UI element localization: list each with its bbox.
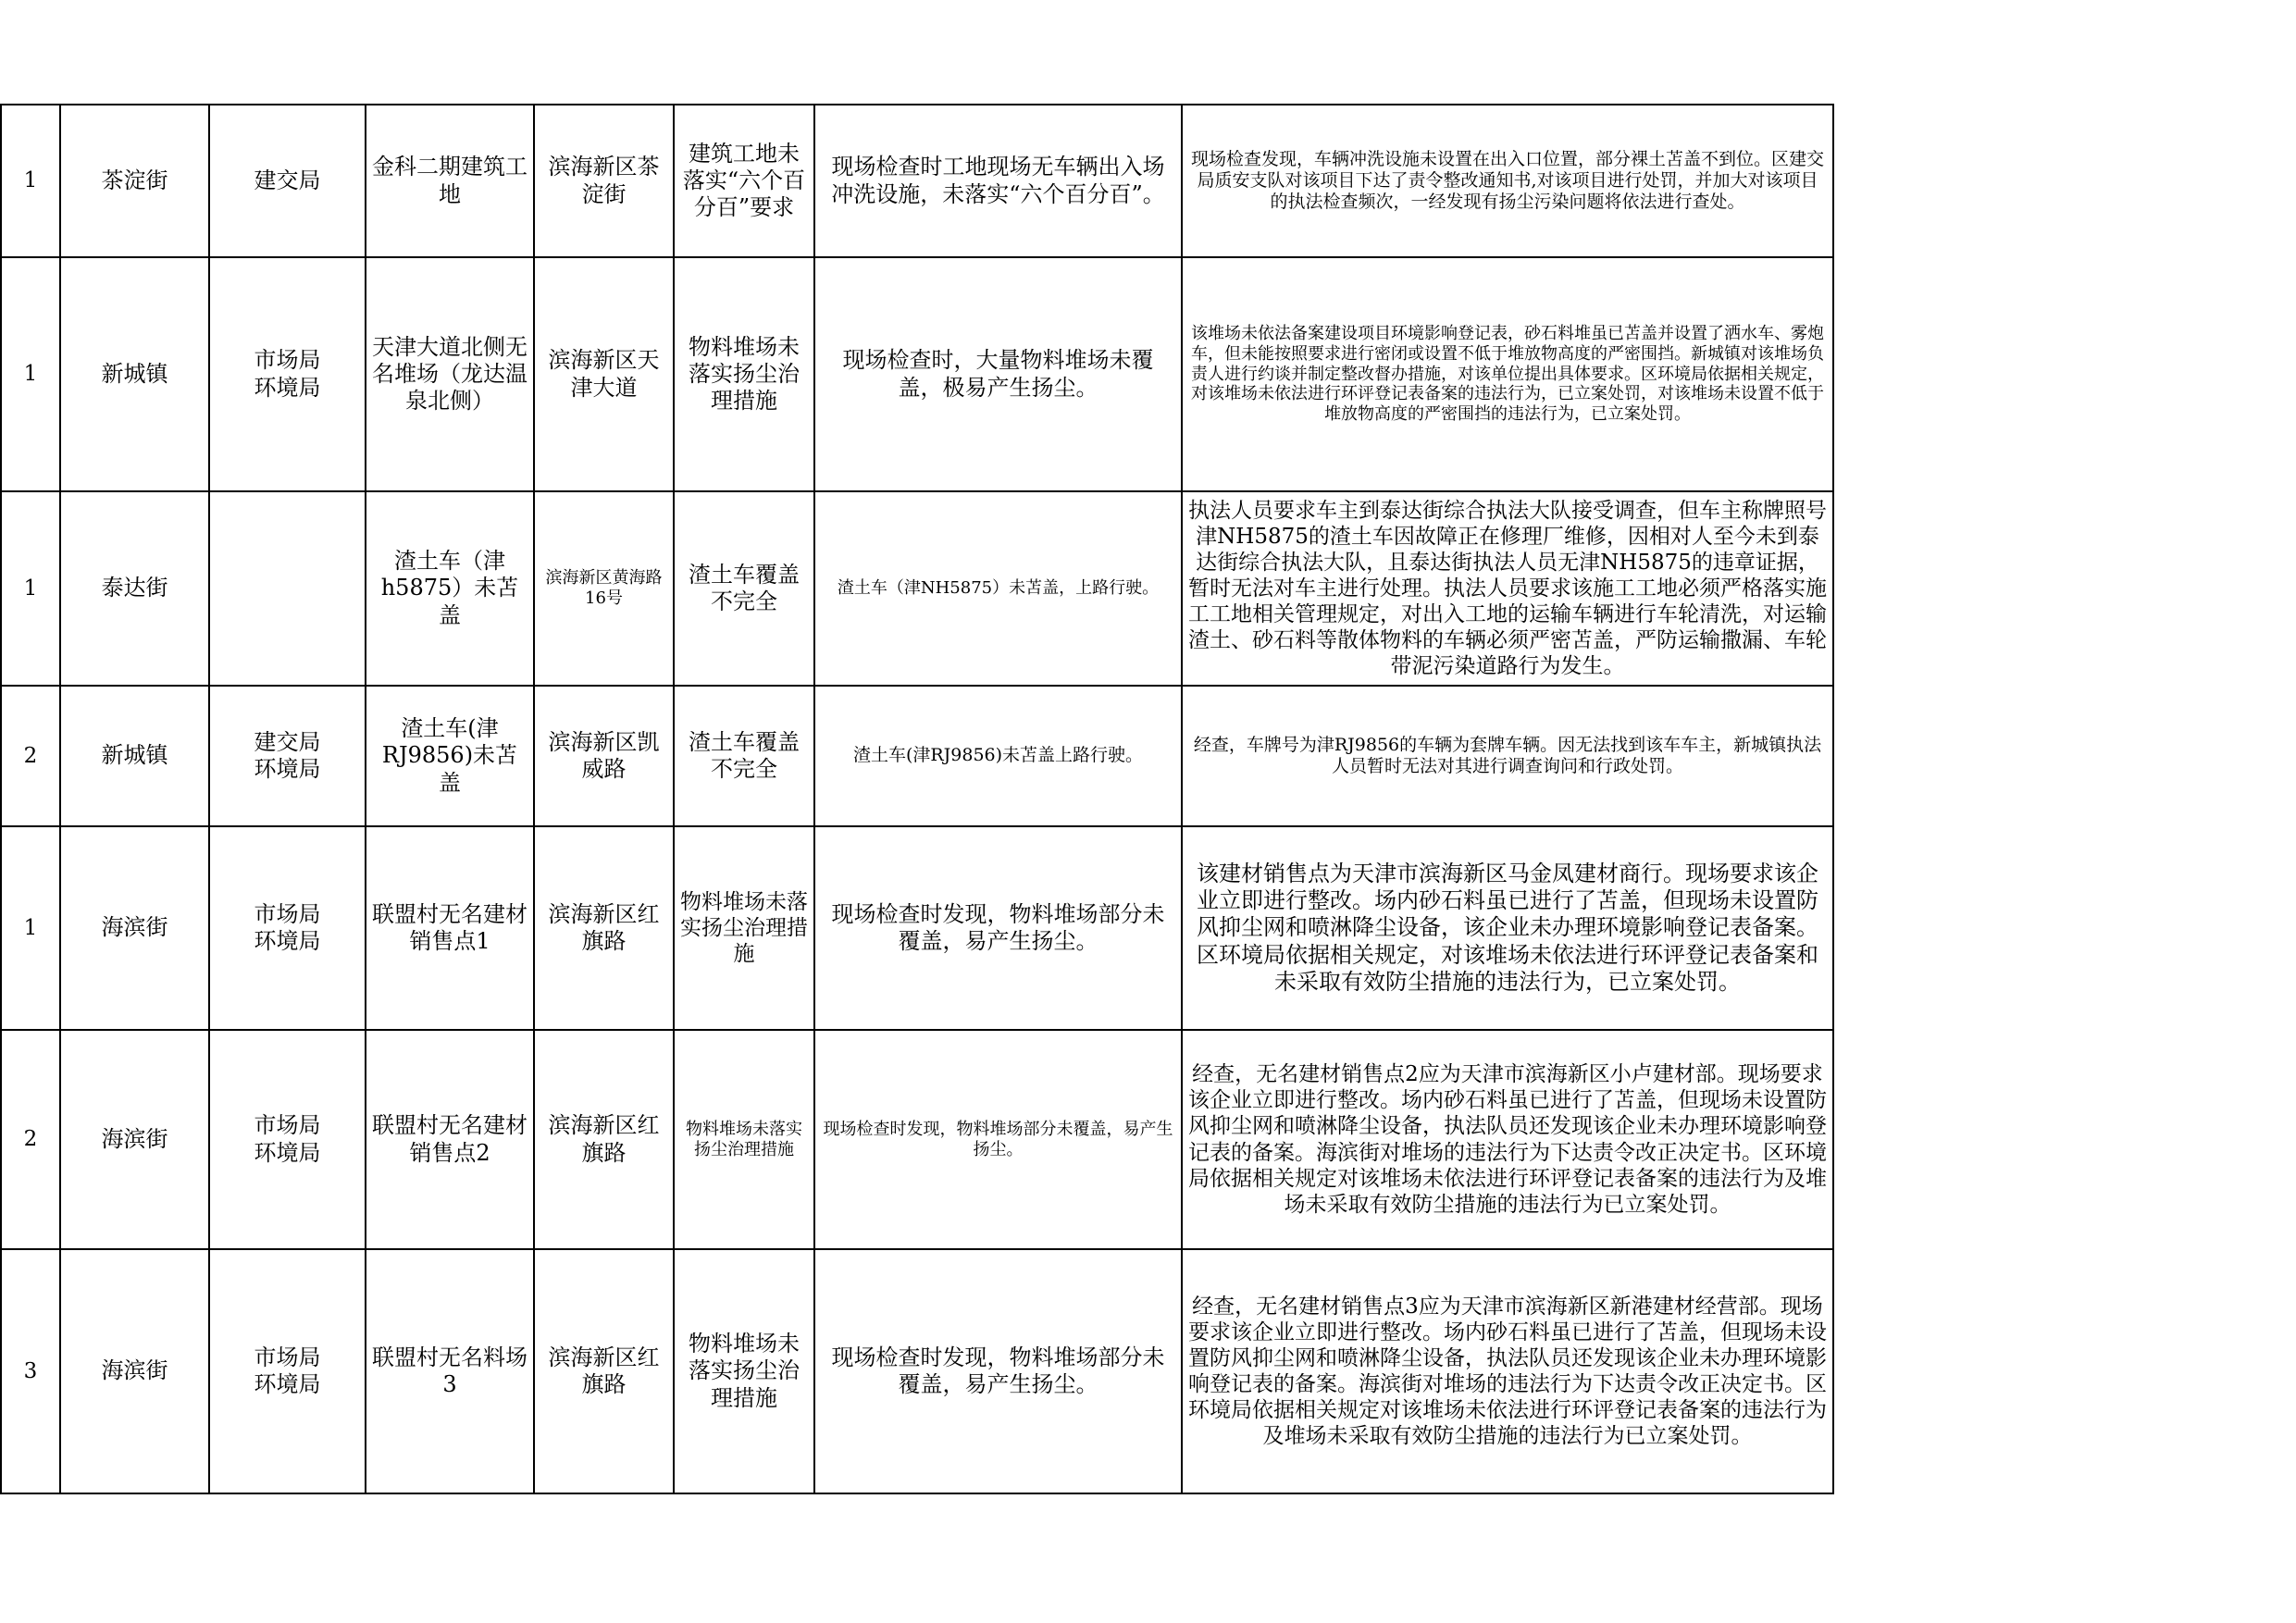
result-cell: 经查，无名建材销售点3应为天津市滨海新区新港建材经营部。现场要求该企业立即进行整改。场内砂石料虽已进行了苫盖，但现场未设置防风抑尘网和喷淋降尘设备，执法队员还发现该企业未办理环境影响登记表的备案。海滨街对堆场的违法行为下达责令改正决定书。区环境局依据相关规定对该堆场未依法进行环评登记表备案的违法行为及堆场未采取有效防尘措施的违法行为已立案处罚。 bbox=[1182, 1249, 1833, 1493]
location-cell: 滨海新区黄海路16号 bbox=[534, 491, 674, 686]
agency-name: 市场局 bbox=[254, 347, 321, 374]
location-cell: 滨海新区红旗路 bbox=[534, 1030, 674, 1249]
result-cell: 执法人员要求车主到泰达街综合执法大队接受调查，但车主称牌照号津NH5875的渣土车因故障正在修理厂维修，因相对人至今未到泰达街综合执法大队，且泰达街执法人员无津NH5875的违章证据，暂时无法对车主进行处理。执法人员要求该施工工地必须严格落实施工工地相关管理规定，对出入工地的运输车辆进行车轮清洗，对运输渣土、砂石料等散体物料的车辆必须严密苫盖，严防运输撒漏、车轮带泥污染道路行为发生。 bbox=[1182, 491, 1833, 686]
table-row bbox=[1, 105, 1833, 257]
agency-name: 环境局 bbox=[254, 1371, 321, 1397]
site-cell: 天津大道北侧无名堆场（龙达温泉北侧） bbox=[366, 257, 534, 491]
location-cell: 滨海新区茶淀街 bbox=[534, 105, 674, 257]
agency-name: 市场局 bbox=[254, 1112, 321, 1139]
problem-cell: 物料堆场未落实扬尘治理措施 bbox=[674, 1030, 814, 1249]
town-cell: 新城镇 bbox=[60, 257, 209, 491]
table-row bbox=[1, 826, 1833, 1030]
town-cell: 茶淀街 bbox=[60, 105, 209, 257]
site-cell: 联盟村无名建材销售点1 bbox=[366, 826, 534, 1030]
row-number: 2 bbox=[1, 1030, 60, 1249]
problem-cell: 建筑工地未落实“六个百分百”要求 bbox=[674, 105, 814, 257]
row-number: 1 bbox=[1, 105, 60, 257]
agency-name: 环境局 bbox=[254, 374, 321, 401]
result-cell: 经查，车牌号为津RJ9856的车辆为套牌车辆。因无法找到该车车主，新城镇执法人员暂时无法对其进行调查询问和行政处罚。 bbox=[1182, 686, 1833, 826]
finding-cell: 现场检查时工地现场无车辆出入场冲洗设施，未落实“六个百分百”。 bbox=[814, 105, 1182, 257]
row-number: 1 bbox=[1, 257, 60, 491]
finding-cell: 现场检查时，大量物料堆场未覆盖，极易产生扬尘。 bbox=[814, 257, 1182, 491]
problem-cell: 渣土车覆盖不完全 bbox=[674, 491, 814, 686]
finding-cell: 现场检查时发现，物料堆场部分未覆盖，易产生扬尘。 bbox=[814, 1249, 1182, 1493]
problem-cell: 物料堆场未落实扬尘治理措施 bbox=[674, 826, 814, 1030]
problem-cell: 渣土车覆盖不完全 bbox=[674, 686, 814, 826]
agency-name: 环境局 bbox=[254, 1139, 321, 1166]
location-cell: 滨海新区凯威路 bbox=[534, 686, 674, 826]
finding-cell: 渣土车（津NH5875）未苫盖，上路行驶。 bbox=[814, 491, 1182, 686]
town-cell: 海滨街 bbox=[60, 1249, 209, 1493]
agency-name: 环境局 bbox=[254, 756, 321, 782]
result-cell: 该堆场未依法备案建设项目环境影响登记表，砂石料堆虽已苫盖并设置了洒水车、雾炮车，但未能按照要求进行密闭或设置不低于堆放物高度的严密围挡。新城镇对该堆场负责人进行约谈并制定整改督办措施，对该单位提出具体要求。区环境局依据相关规定，对该堆场未依法进行环评登记表备案的违法行为，已立案处罚，对该堆场未设置不低于堆放物高度的严密围挡的违法行为，已立案处罚。 bbox=[1182, 257, 1833, 491]
town-cell: 海滨街 bbox=[60, 1030, 209, 1249]
finding-cell: 渣土车(津RJ9856)未苫盖上路行驶。 bbox=[814, 686, 1182, 826]
finding-cell: 现场检查时发现，物料堆场部分未覆盖，易产生扬尘。 bbox=[814, 826, 1182, 1030]
row-number: 3 bbox=[1, 1249, 60, 1493]
agency-cell bbox=[209, 1249, 366, 1493]
location-cell: 滨海新区红旗路 bbox=[534, 1249, 674, 1493]
site-cell: 渣土车（津h5875）未苫盖 bbox=[366, 491, 534, 686]
location-cell: 滨海新区天津大道 bbox=[534, 257, 674, 491]
agency-cell bbox=[209, 1030, 366, 1249]
town-cell: 海滨街 bbox=[60, 826, 209, 1030]
agency-cell bbox=[209, 491, 366, 686]
result-cell: 该建材销售点为天津市滨海新区马金凤建材商行。现场要求该企业立即进行整改。场内砂石料虽已进行了苫盖，但现场未设置防风抑尘网和喷淋降尘设备，该企业未办理环境影响登记表备案。区环境局依据相关规定，对该堆场未依法进行环评登记表备案和未采取有效防尘措施的违法行为，已立案处罚。 bbox=[1182, 826, 1833, 1030]
table-row bbox=[1, 1249, 1833, 1493]
site-cell: 渣土车(津RJ9856)未苫盖 bbox=[366, 686, 534, 826]
inspection-report-table bbox=[0, 104, 1834, 1494]
site-cell: 联盟村无名建材销售点2 bbox=[366, 1030, 534, 1249]
table-row bbox=[1, 1030, 1833, 1249]
agency-name: 市场局 bbox=[254, 900, 321, 927]
result-cell: 经查，无名建材销售点2应为天津市滨海新区小卢建材部。现场要求该企业立即进行整改。场内砂石料虽已进行了苫盖，但现场未设置防风抑尘网和喷淋降尘设备，执法队员还发现该企业未办理环境影响登记表的备案。海滨街对堆场的违法行为下达责令改正决定书。区环境局依据相关规定对该堆场未依法进行环评登记表备案的违法行为及堆场未采取有效防尘措施的违法行为已立案处罚。 bbox=[1182, 1030, 1833, 1249]
result-cell: 现场检查发现，车辆冲洗设施未设置在出入口位置，部分裸土苫盖不到位。区建交局质安支队对该项目下达了责令整改通知书,对该项目进行处罚，并加大对该项目的执法检查频次，一经发现有扬尘污染问题将依法进行查处。 bbox=[1182, 105, 1833, 257]
town-cell: 新城镇 bbox=[60, 686, 209, 826]
town-cell: 泰达街 bbox=[60, 491, 209, 686]
problem-cell: 物料堆场未落实扬尘治理措施 bbox=[674, 1249, 814, 1493]
row-number: 1 bbox=[1, 491, 60, 686]
agency-name: 市场局 bbox=[254, 1344, 321, 1370]
agency-cell bbox=[209, 826, 366, 1030]
site-cell: 金科二期建筑工地 bbox=[366, 105, 534, 257]
row-number: 2 bbox=[1, 686, 60, 826]
table-row bbox=[1, 491, 1833, 686]
agency-name: 建交局 bbox=[254, 728, 321, 755]
agency-name: 建交局 bbox=[254, 167, 321, 193]
finding-cell: 现场检查时发现，物料堆场部分未覆盖，易产生扬尘。 bbox=[814, 1030, 1182, 1249]
table-row bbox=[1, 257, 1833, 491]
location-cell: 滨海新区红旗路 bbox=[534, 826, 674, 1030]
agency-name: 环境局 bbox=[254, 928, 321, 954]
problem-cell: 物料堆场未落实扬尘治理措施 bbox=[674, 257, 814, 491]
site-cell: 联盟村无名料场3 bbox=[366, 1249, 534, 1493]
agency-cell bbox=[209, 257, 366, 491]
agency-cell bbox=[209, 105, 366, 257]
table-row bbox=[1, 686, 1833, 826]
row-number: 1 bbox=[1, 826, 60, 1030]
agency-cell bbox=[209, 686, 366, 826]
